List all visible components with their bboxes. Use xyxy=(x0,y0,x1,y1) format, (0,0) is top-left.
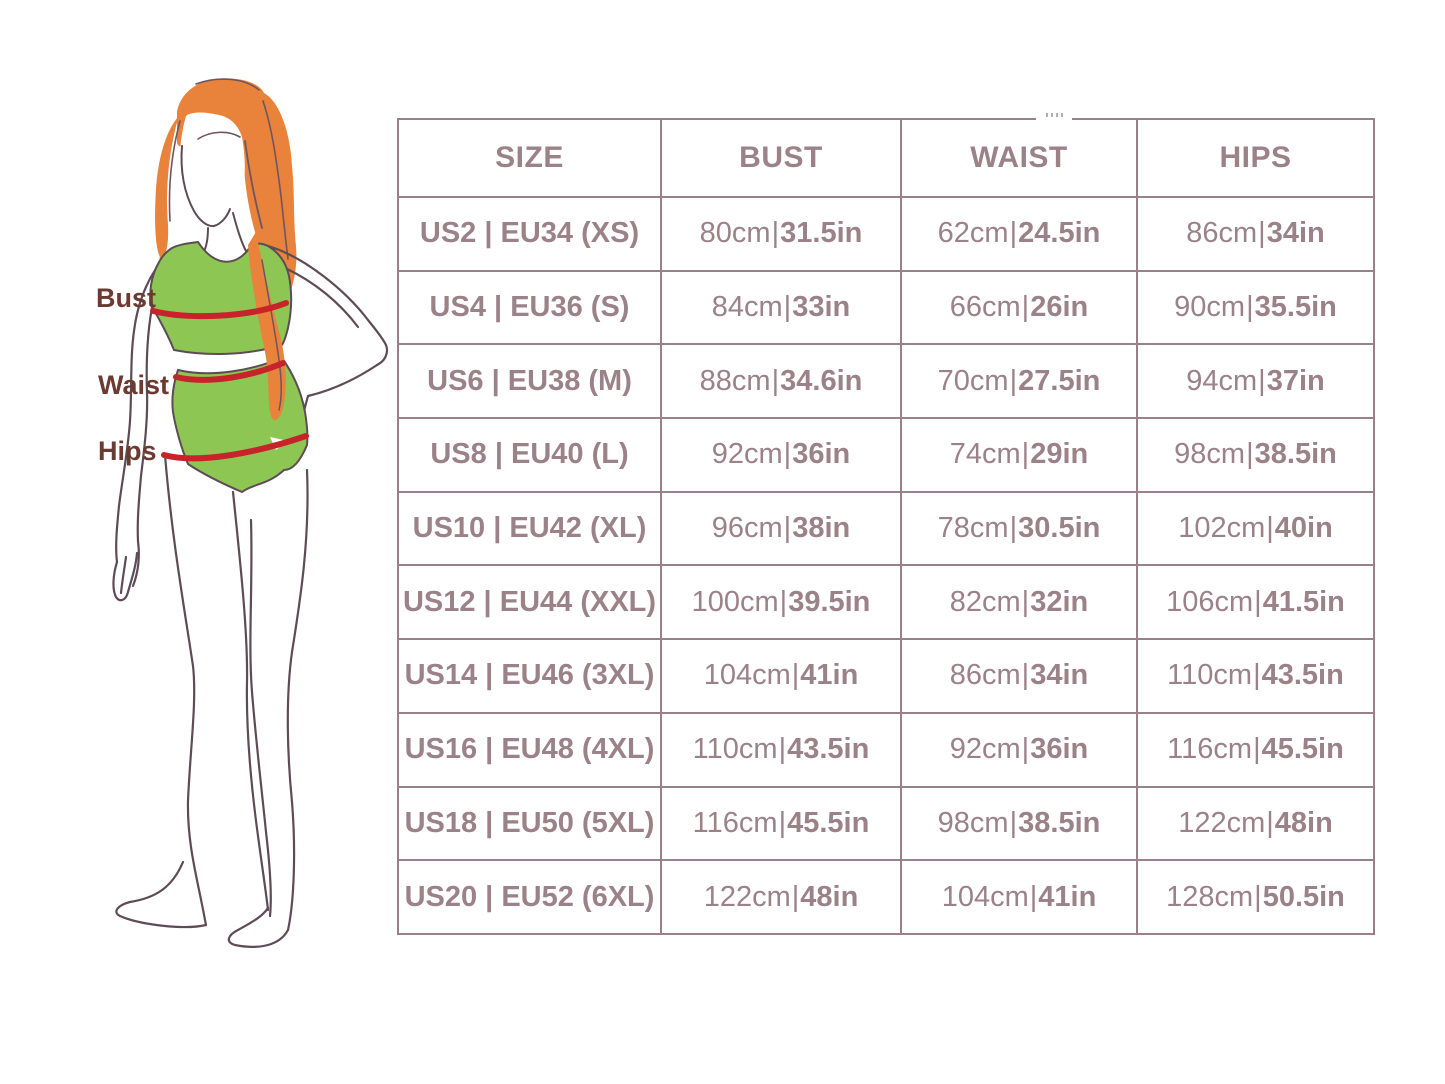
size-cell: US16 | EU48 (4XL) xyxy=(398,713,661,787)
size-cell: US4 | EU36 (S) xyxy=(398,271,661,345)
table-row xyxy=(398,860,1374,934)
hips-cell: 122cm|48in xyxy=(1137,787,1374,861)
hips-cell: 94cm|37in xyxy=(1137,344,1374,418)
table-row xyxy=(398,565,1374,639)
waist-cell: 82cm|32in xyxy=(901,565,1137,639)
hips-cell: 106cm|41.5in xyxy=(1137,565,1374,639)
hips-cell: 110cm|43.5in xyxy=(1137,639,1374,713)
hips-cell: 98cm|38.5in xyxy=(1137,418,1374,492)
table-row xyxy=(398,418,1374,492)
table-row xyxy=(398,713,1374,787)
size-cell: US2 | EU34 (XS) xyxy=(398,197,661,271)
table-row xyxy=(398,492,1374,566)
size-cell: US6 | EU38 (M) xyxy=(398,344,661,418)
table-row xyxy=(398,344,1374,418)
waist-cell: 98cm|38.5in xyxy=(901,787,1137,861)
waist-cell: 104cm|41in xyxy=(901,860,1137,934)
hips-cell: 102cm|40in xyxy=(1137,492,1374,566)
legs-outline xyxy=(116,455,307,947)
hips-cell: 116cm|45.5in xyxy=(1137,713,1374,787)
size-table-head-row xyxy=(398,119,1374,197)
waist-cell: 86cm|34in xyxy=(901,639,1137,713)
column-header-size: SIZE xyxy=(398,119,661,197)
border-artifact xyxy=(1036,112,1072,122)
column-header-bust: BUST xyxy=(661,119,901,197)
bust-cell: 122cm|48in xyxy=(661,860,901,934)
size-cell: US18 | EU50 (5XL) xyxy=(398,787,661,861)
waist-label: Waist xyxy=(98,370,170,400)
table-row xyxy=(398,271,1374,345)
table-row xyxy=(398,787,1374,861)
table-row xyxy=(398,639,1374,713)
hips-cell: 86cm|34in xyxy=(1137,197,1374,271)
bust-cell: 88cm|34.6in xyxy=(661,344,901,418)
bust-cell: 92cm|36in xyxy=(661,418,901,492)
hips-cell: 90cm|35.5in xyxy=(1137,271,1374,345)
hips-cell: 128cm|50.5in xyxy=(1137,860,1374,934)
hips-label: Hips xyxy=(98,436,157,466)
bust-cell: 110cm|43.5in xyxy=(661,713,901,787)
waist-cell: 92cm|36in xyxy=(901,713,1137,787)
bust-cell: 116cm|45.5in xyxy=(661,787,901,861)
size-cell: US8 | EU40 (L) xyxy=(398,418,661,492)
body-measurement-figure xyxy=(55,50,400,990)
bust-cell: 80cm|31.5in xyxy=(661,197,901,271)
waist-cell: 62cm|24.5in xyxy=(901,197,1137,271)
waist-cell: 70cm|27.5in xyxy=(901,344,1137,418)
waist-cell: 78cm|30.5in xyxy=(901,492,1137,566)
bust-cell: 96cm|38in xyxy=(661,492,901,566)
bust-cell: 84cm|33in xyxy=(661,271,901,345)
size-cell: US20 | EU52 (6XL) xyxy=(398,860,661,934)
column-header-hips: HIPS xyxy=(1137,119,1374,197)
size-cell: US10 | EU42 (XL) xyxy=(398,492,661,566)
waist-cell: 74cm|29in xyxy=(901,418,1137,492)
waist-cell: 66cm|26in xyxy=(901,271,1137,345)
table-row xyxy=(398,197,1374,271)
size-cell: US12 | EU44 (XXL) xyxy=(398,565,661,639)
column-header-waist: WAIST xyxy=(901,119,1137,197)
bust-label: Bust xyxy=(96,283,156,313)
size-cell: US14 | EU46 (3XL) xyxy=(398,639,661,713)
size-table xyxy=(397,118,1375,935)
bust-cell: 104cm|41in xyxy=(661,639,901,713)
bust-cell: 100cm|39.5in xyxy=(661,565,901,639)
